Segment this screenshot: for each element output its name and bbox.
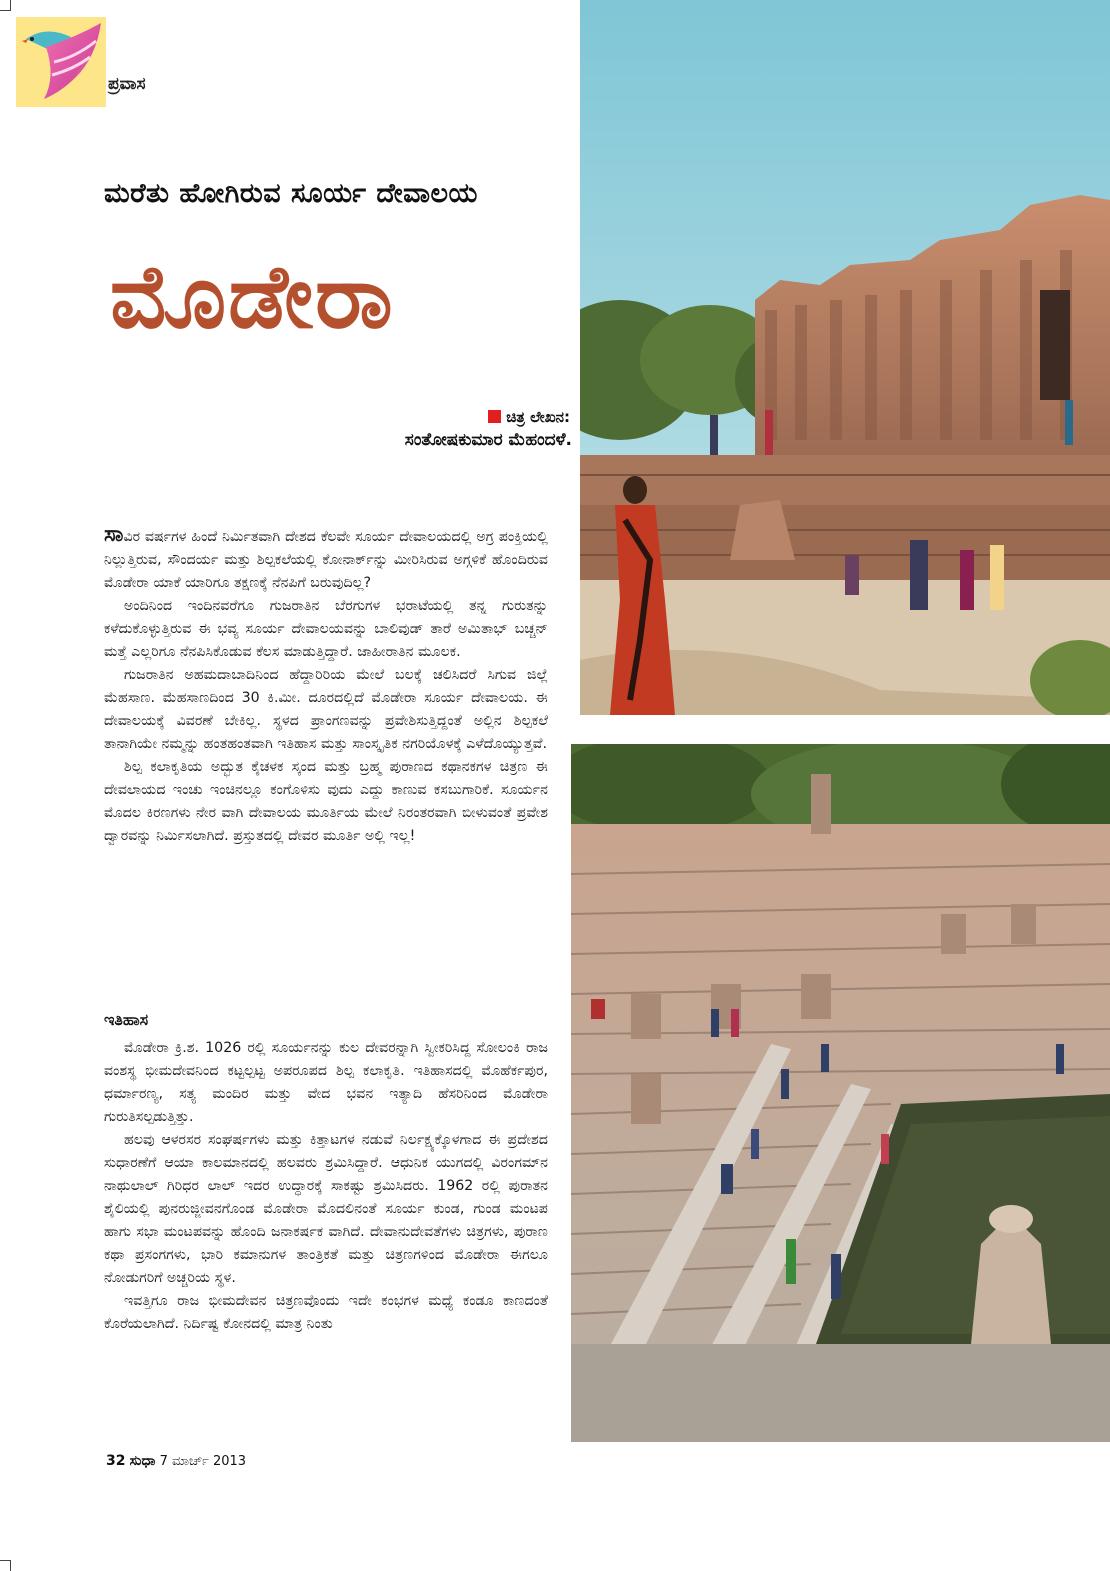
section-label: ಪ್ರವಾಸ <box>108 74 146 94</box>
byline-label-text: ಚಿತ್ರ ಲೇಖನ: <box>506 408 570 426</box>
magazine-bird-logo <box>16 17 106 107</box>
byline-author: ಸಂತೋಷಕುಮಾರ ಮೆಹಂದಳೆ. <box>404 430 572 450</box>
article-title: ಮೊಡೇರಾ <box>110 244 395 348</box>
crop-mark <box>0 0 11 11</box>
history-heading: ಇತಿಹಾಸ <box>104 1010 149 1029</box>
paragraph: ಅಂದಿನಿಂದ ಇಂದಿನವರೆಗೂ ಗುಜರಾತಿನ ಬೆರಗುಗಳ ಭರಾಟೆಯಲ್ಲಿ ತನ್ನ ಗುರುತನ್ನು ಕಳೆದುಕೊಳ್ಳುತ್ತಿರುವ ಈ ಭವ್ಯ ಸೂರ್ಯ ದೇವಾಲಯವನ್ನು ಬಾಲಿವುಡ್ ತಾರೆ ಅಮಿತಾಭ್ ಬಚ್ಚನ್ ಮತ್ತೆ ಎಲ್ಲರಿಗೂ ನೆನಪಿಸಿಕೊಡುವ ಕೆಲಸ ಮಾಡುತ್ತಿದ್ದಾರೆ. ಜಾಹೀರಾತಿನ ಮೂಲಕ. <box>104 598 548 660</box>
issue-date: 7 ಮಾರ್ಚ್ 2013 <box>159 1454 247 1469</box>
article-body-intro <box>104 523 548 848</box>
article-subtitle: ಮರೆತು ಹೋಗಿರುವ ಸೂರ್ಯ ದೇವಾಲಯ <box>104 178 478 209</box>
stepwell-photo <box>571 744 1110 1442</box>
paragraph <box>104 523 548 595</box>
page-number: 32 <box>106 1453 126 1469</box>
paragraph: ಹಲವು ಆಳರಸರ ಸಂಘರ್ಷಗಳು ಮತ್ತು ಕಿತ್ತಾಟಗಳ ನಡುವೆ ನಿರ್ಲಕ್ಷ್ಯಕ್ಕೊಳಗಾದ ಈ ಪ್ರದೇಶದ ಸುಧಾರಣೆಗೆ ಆಯಾ ಕಾಲಮಾನದಲ್ಲಿ ಹಲವರು ಶ್ರಮಿಸಿದ್ದಾರೆ. ಆಧುನಿಕ ಯುಗದಲ್ಲಿ ವಿರಂಗಮ್‌ನ ನಾಥುಲಾಲ್ ಗಿರಿಧರ ಲಾಲ್ ಇದರ ಉದ್ಧಾರಕ್ಕೆ ಸಾಕಷ್ಟು ಶ್ರಮಿಸಿದರು. 1962 ರಲ್ಲಿ ಪುರಾತನ ಶೈಲಿಯಲ್ಲಿ ಪುನರುಜ್ಜೀವನಗೊಂಡ ಮೊಡೇರಾ ಮೊದಲಿನಂತೆ ಸೂರ್ಯ ಕುಂಡ, ಗುಂಡ ಮಂಟಪ ಹಾಗು ಸಭಾ ಮಂಟಪವನ್ನು ಹೊಂದಿ ಜನಾಕರ್ಷಕ ವಾಗಿದೆ. ದೇವಾನುದೇವತೆಗಳು ಚಿತ್ರಗಳು, ಪುರಾಣ ಕಥಾ ಪ್ರಸಂಗಗಳು, ಭಾರಿ ಕಮಾನುಗಳ ತಾಂತ್ರಿಕತೆ ಮತ್ತು ಚಿತ್ರಣಗಳಿಂದ ಮೊಡೇರಾ ಈಗಲೂ ನೋಡುಗರಿಗೆ ಅಚ್ಚರಿಯ ಸ್ಥಳ. <box>104 1132 548 1286</box>
paragraph-text: ವಿರ ವರ್ಷಗಳ ಹಿಂದೆ ನಿರ್ಮಿತವಾಗಿ ದೇಶದ ಕೆಲವೇ ಸೂರ್ಯ ದೇವಾಲಯದಲ್ಲಿ ಅಗ್ರ ಪಂಕ್ತಿಯಲ್ಲಿ ನಿಲ್ಲುತ್ತಿರುವ, ಸೌಂದರ್ಯ ಮತ್ತು ಶಿಲ್ಪಕಲೆಯಲ್ಲಿ ಕೋನಾರ್ಕ್‌ನ್ನು ಮೀರಿಸಿರುವ ಅಗ್ಗಳಿಕೆ ಹೊಂದಿರುವ ಮೊಡೇರಾ ಯಾಕೆ ಯಾರಿಗೂ ತಕ್ಷಣಕ್ಕೆ ನೆನಪಿಗೆ ಬರುವುದಿಲ್ಲ? <box>104 529 548 591</box>
page-footer <box>106 1453 246 1469</box>
paragraph: ಶಿಲ್ಪ ಕಲಾಕೃತಿಯ ಅದ್ಭುತ ಕೈಚಳಕ ಸ್ಕಂದ ಮತ್ತು ಬ್ರಹ್ಮ ಪುರಾಣದ ಕಥಾನಕಗಳ ಚಿತ್ರಣ ಈ ದೇವಲಾಯದ ಇಂಚು ಇಂಚಿನಲ್ಲೂ ಕಂಗೊಳಿಸು ವುದು ಎದ್ದು ಕಾಣುವ ಕಸಬುಗಾರಿಕೆ. ಸೂರ್ಯನ ಮೊದಲ ಕಿರಣಗಳು ನೇರ ವಾಗಿ ದೇವಾಲಯ ಮೂರ್ತಿಯ ಮೇಲೆ ನಿರಂತರವಾಗಿ ಬೀಳುವಂತೆ ಪ್ರವೇಶ ದ್ವಾರವನ್ನು ನಿರ್ಮಿಸಲಾಗಿದೆ. ಪ್ರಸ್ತುತದಲ್ಲಿ ದೇವರ ಮೂರ್ತಿ ಅಲ್ಲಿ ಇಲ್ಲ! <box>104 759 548 844</box>
paragraph: ಗುಜರಾತಿನ ಅಹಮದಾಬಾದಿನಿಂದ ಹೆದ್ದಾರಿರಿಯ ಮೇಲೆ ಬಲಕ್ಕೆ ಚಲಿಸಿದರೆ ಸಿಗುವ ಜಿಲ್ಲೆ ಮೆಹಸಾಣ. ಮೆಹಸಾಣದಿಂದ 30 ಕಿ.ಮೀ. ದೂರದಲ್ಲಿದೆ ಮೊಡೇರಾ ಸೂರ್ಯ ದೇವಾಲಯ. ಈ ದೇವಾಲಯಕ್ಕೆ ವಿವರಣೆ ಬೇಕಿಲ್ಲ. ಸ್ಥಳದ ಪ್ರಾಂಗಣವನ್ನು ಪ್ರವೇಶಿಸುತ್ತಿದ್ದಂತೆ ಅಲ್ಲಿನ ಶಿಲ್ಪಕಲೆ ತಾನಾಗಿಯೇ ನಮ್ಮನ್ನು ಹಂತಹಂತವಾಗಿ ಇತಿಹಾಸ ಮತ್ತು ಸಾಂಸ್ಕೃತಿಕ ನಗರಿಯೊಳಕ್ಕೆ ಎಳೆದೊಯ್ಯುತ್ತವೆ. <box>104 667 548 752</box>
byline-label <box>488 408 570 426</box>
crop-mark <box>0 1560 11 1571</box>
paragraph: ಇವತ್ತಿಗೂ ರಾಜ ಭೀಮದೇವನ ಚಿತ್ರಣವೊಂದು ಇದೇ ಕಂಭಗಳ ಮಧ್ಯೆ ಕಂಡೂ ಕಾಣದಂತೆ ಕೊರೆಯಲಾಗಿದೆ. ನಿರ್ದಿಷ್ಟ ಕೋನದಲ್ಲಿ ಮಾತ್ರ ನಿಂತು <box>104 1293 548 1332</box>
drop-cap: ಸಾ <box>104 522 124 547</box>
magazine-name: ಸುಧಾ <box>129 1453 156 1469</box>
article-body-history <box>104 1037 548 1336</box>
sun-temple-photo <box>580 0 1110 715</box>
red-square-icon <box>488 410 501 423</box>
paragraph: ಮೊಡೇರಾ ಕ್ರಿ.ಶ. 1026 ರಲ್ಲಿ ಸೂರ್ಯನನ್ನು ಕುಲ ದೇವರನ್ನಾಗಿ ಸ್ವೀಕರಿಸಿದ್ದ ಸೋಲಂಕಿ ರಾಜ ವಂಶಸ್ಥ ಭೀಮದೇವನಿಂದ ಕಟ್ಟಲ್ಪಟ್ಟ ಅಪರೂಪದ ಶಿಲ್ಪ ಕಲಾಕೃತಿ. ಇತಿಹಾಸದಲ್ಲಿ ಮೊಹೆರ್ಕಪುರ, ಧರ್ಮಾರಣ್ಯ, ಸತ್ಯ ಮಂದಿರ ಮತ್ತು ವೇದ ಭವನ ಇತ್ಯಾದಿ ಹೆಸರಿನಿಂದ ಮೊಡೇರಾ ಗುರುತಿಸಲ್ಪಡುತ್ತಿತ್ತು. <box>104 1040 548 1125</box>
